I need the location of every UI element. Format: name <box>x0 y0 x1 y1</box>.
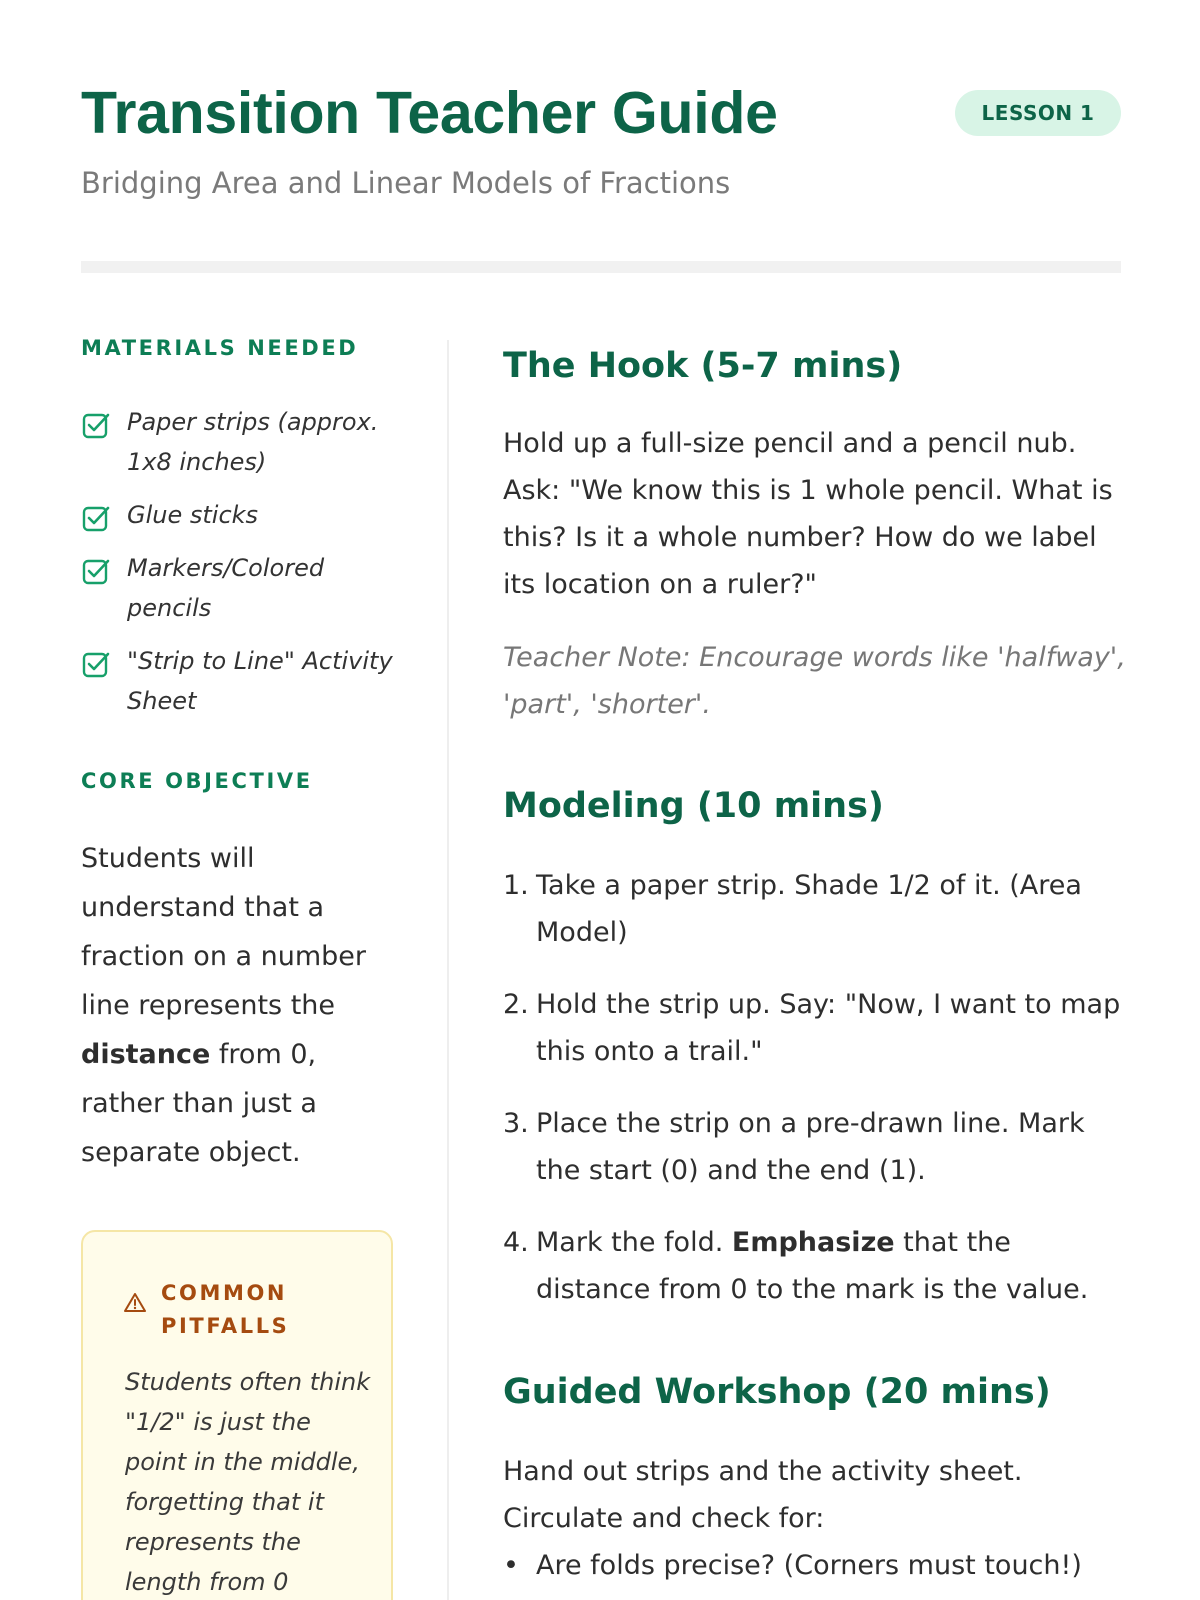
teacher-note: Teacher Note: Encourage words like 'halfway', 'part', 'shorter'. <box>503 642 1126 720</box>
step-text-start: Mark the fold. <box>536 1227 732 1258</box>
material-item <box>81 495 401 535</box>
pitfalls-text: Students often think "1/2" is just the point in the middle, forgetting that it represents the length from 0 <box>125 1368 371 1596</box>
column-divider <box>447 340 449 1600</box>
step-text <box>536 1219 1128 1313</box>
modeling-step <box>503 1219 1128 1313</box>
modeling-step <box>503 1100 1128 1194</box>
page-subtitle: Bridging Area and Linear Models of Fractions <box>81 166 731 200</box>
modeling-step <box>503 862 1128 956</box>
lesson-badge: LESSON 1 <box>955 90 1121 136</box>
header-divider <box>81 261 1121 273</box>
step-text: Place the strip on a pre-drawn line. Mark the start (0) and the end (1). <box>536 1108 1085 1186</box>
materials-list <box>81 402 401 734</box>
checkbox-checked-icon <box>81 649 111 679</box>
page-title: Transition Teacher Guide <box>81 80 778 146</box>
checkbox-checked-icon <box>81 503 111 533</box>
material-item <box>81 548 401 628</box>
checklist-item <box>503 1542 1128 1589</box>
workshop-checklist <box>503 1542 1128 1589</box>
modeling-step <box>503 981 1128 1075</box>
workshop-heading: Guided Workshop (20 mins) <box>503 1372 1051 1412</box>
materials-heading: MATERIALS NEEDED <box>81 336 359 360</box>
pitfalls-callout <box>81 1230 393 1600</box>
objective-text-end: from 0, rather than just a separate object. <box>81 1039 317 1168</box>
modeling-steps <box>503 862 1128 1338</box>
step-emphasis: Emphasize <box>731 1227 895 1258</box>
checklist-item-text: Are folds precise? (Corners must touch!) <box>536 1550 1082 1581</box>
step-text: Hold the strip up. Say: "Now, I want to map this onto a trail." <box>536 989 1121 1067</box>
checkbox-checked-icon <box>81 410 111 440</box>
material-item-label: Paper strips (approx. 1x8 inches) <box>127 408 379 476</box>
objective-heading: CORE OBJECTIVE <box>81 769 313 793</box>
material-item <box>81 402 401 482</box>
step-number: 2. <box>503 989 529 1020</box>
step-number: 4. <box>503 1227 529 1258</box>
pitfalls-title: COMMON PITFALLS <box>161 1281 290 1338</box>
objective-text <box>81 834 401 1177</box>
modeling-heading: Modeling (10 mins) <box>503 786 884 826</box>
checkbox-checked-icon <box>81 556 111 586</box>
bullet-dot: • <box>503 1550 519 1581</box>
step-number: 1. <box>503 870 529 901</box>
step-number: 3. <box>503 1108 529 1139</box>
pitfalls-header <box>123 1277 311 1343</box>
workshop-text: Hand out strips and the activity sheet. Circulate and check for: <box>503 1456 1023 1534</box>
material-item-label: Markers/Colored pencils <box>127 554 325 622</box>
material-item-label: "Strip to Line" Activity Sheet <box>127 647 393 715</box>
warning-triangle-icon <box>123 1291 147 1315</box>
material-item-label: Glue sticks <box>127 501 259 529</box>
step-text-end: that the distance from 0 to the mark is the value. <box>536 1227 1089 1305</box>
objective-emphasis: distance <box>81 1039 211 1070</box>
hook-text: Hold up a full-size pencil and a pencil nub. Ask: "We know this is 1 whole pencil. What is this? Is it a whole number? How do we label its location on a ruler?" <box>503 428 1113 600</box>
hook-heading: The Hook (5-7 mins) <box>503 346 903 386</box>
material-item <box>81 641 401 721</box>
objective-text-start: Students will understand that a fraction on a number line represents the <box>81 843 367 1021</box>
step-text: Take a paper strip. Shade 1/2 of it. (Area Model) <box>536 870 1082 948</box>
